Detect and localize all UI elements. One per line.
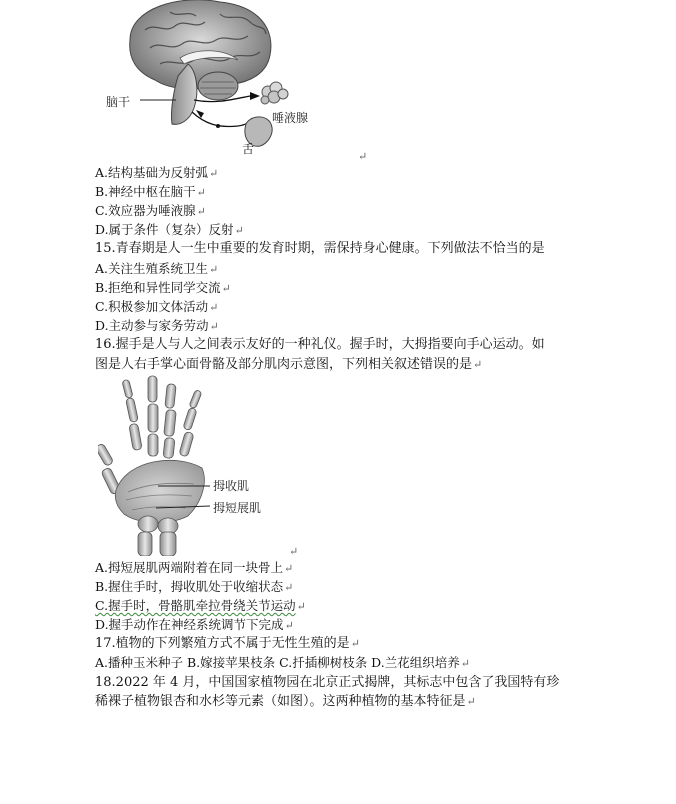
q15-option-c: C.积极参加文体活动↵ (95, 299, 219, 314)
q16-stem-line2: 图是人右手掌心面骨骼及部分肌肉示意图，下列相关叙述错误的是↵ (95, 357, 483, 372)
q14-option-a: A.结构基础为反射弧↵ (95, 165, 219, 180)
q18-stem-line2: 稀裸子植物银杏和水杉等元素（如图）。这两种植物的基本特征是↵ (95, 694, 476, 709)
label-tongue: 舌 (242, 142, 255, 156)
q16-option-d: D.握手动作在神经系统调节下完成↵ (95, 617, 294, 632)
q15-stem: 15.青春期是人一生中重要的发育时期，需保持身心健康。下列做法不恰当的是 (95, 241, 545, 256)
q16-option-c: C.握手时，骨骼肌牵拉骨绕关节运动↵ (95, 598, 306, 613)
label-abductor-pollicis-brevis: 拇短展肌 (213, 501, 262, 515)
q14-option-d: D.属于条件（复杂）反射↵ (95, 222, 244, 237)
label-brainstem: 脑干 (106, 95, 131, 109)
paragraph-mark: ↵ (289, 545, 299, 558)
q16-option-b: B.握住手时，拇收肌处于收缩状态↵ (95, 579, 294, 594)
label-salivary-gland: 唾液腺 (272, 111, 309, 125)
hand-skeleton-figure (98, 374, 278, 556)
q14-option-c: C.效应器为唾液腺↵ (95, 203, 206, 218)
salivary-gland-shape (261, 82, 288, 104)
q15-option-b: B.拒绝和异性同学交流↵ (95, 280, 231, 295)
q17-options: A.播种玉米种子 B.嫁接苹果枝条 C.扦插柳树枝条 D.兰花组织培养↵ (95, 655, 470, 670)
q14-option-b: B.神经中枢在脑干↵ (95, 184, 206, 199)
q15-option-d: D.主动参与家务劳动↵ (95, 318, 219, 333)
brain-reflex-figure (100, 0, 330, 160)
q17-stem: 17.植物的下列繁殖方式不属于无性生殖的是↵ (95, 636, 360, 651)
q16-option-a: A.拇短展肌两端附着在同一块骨上↵ (95, 560, 294, 575)
label-adductor-pollicis: 拇收肌 (213, 479, 250, 493)
q16-stem-line1: 16.握手是人与人之间表示友好的一种礼仪。握手时，大拇指要向手心运动。如 (95, 337, 545, 352)
q18-stem-line1: 18.2022 年 4 月，中国国家植物园在北京正式揭牌，其标志中包含了我国特有珍 (95, 675, 560, 690)
paragraph-mark: ↵ (358, 150, 368, 163)
q15-option-a: A.关注生殖系统卫生↵ (95, 261, 219, 276)
